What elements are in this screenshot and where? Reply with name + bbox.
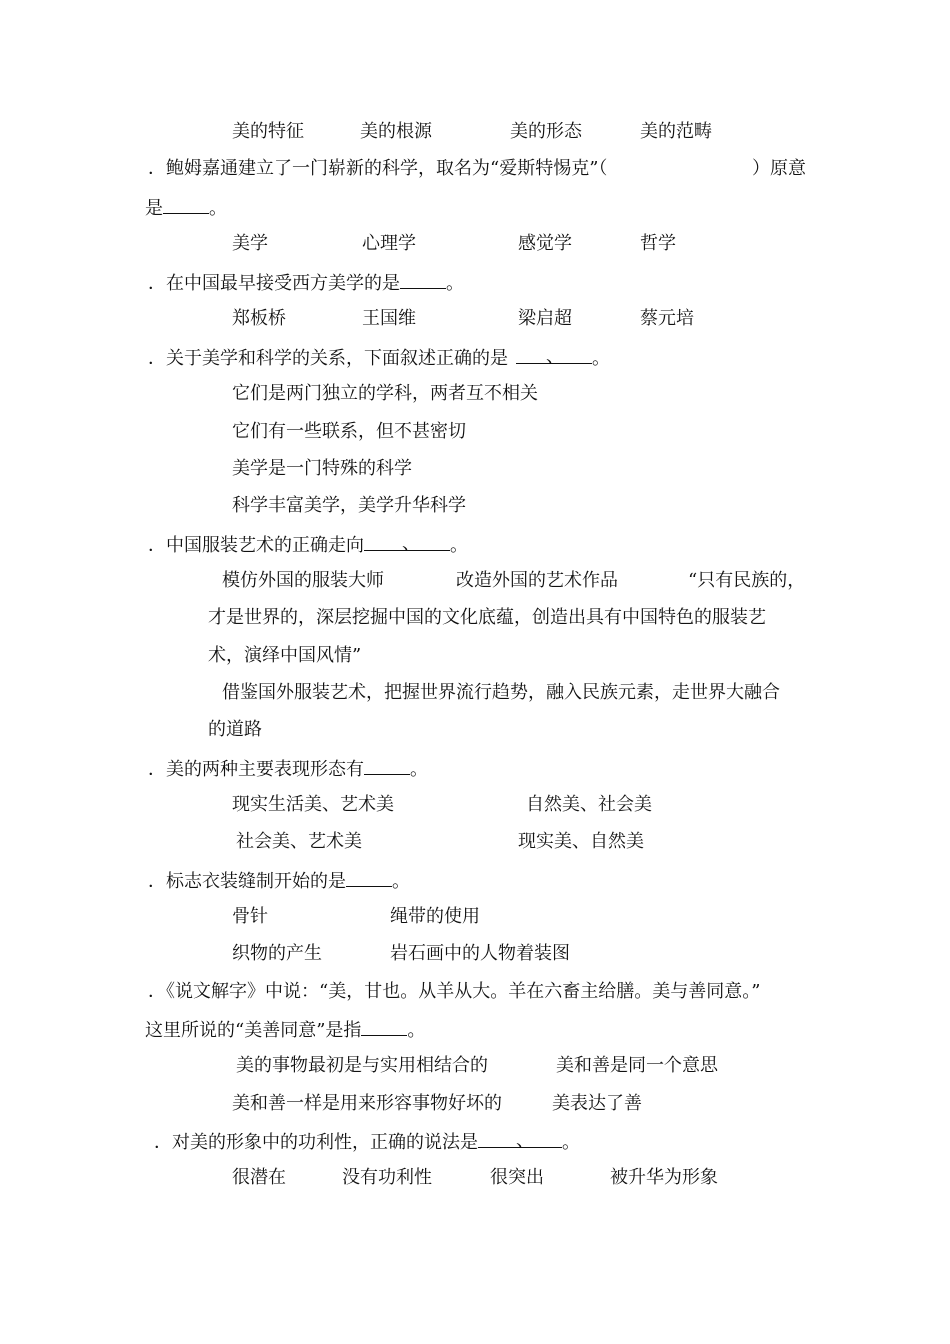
option-a: 美学 (232, 233, 268, 254)
option-d: 现实美、自然美 (518, 831, 644, 852)
option-b: 它们有一些联系，但不甚密切 (232, 421, 466, 442)
question-5-stem (148, 756, 428, 782)
option-a: 郑板桥 (232, 308, 286, 329)
stem-text: 。 (392, 871, 410, 892)
option-d: 借鉴国外服装艺术，把握世界流行趋势，融入民族元素，走世界大融合 (222, 682, 780, 703)
question-1-stem-cont (145, 195, 227, 221)
stem-text: 。 (209, 198, 227, 219)
option-d: 岩石画中的人物着装图 (390, 943, 570, 964)
option-d: 哲学 (640, 233, 676, 254)
stem-text: ．在中国最早接受西方美学的是 (148, 273, 400, 294)
option-b: 美的根源 (360, 121, 432, 142)
answer-blank[interactable] (478, 1129, 562, 1151)
option-b: 改造外国的艺术作品 (456, 570, 618, 591)
stem-text: 。 (410, 759, 428, 780)
question-2-stem (148, 270, 464, 296)
option-d: 美表达了善 (552, 1093, 642, 1114)
question-7-stem-cont (145, 1017, 425, 1043)
question-1-stem (148, 157, 607, 181)
option-a: 美的特征 (232, 121, 304, 142)
blank-separator: 、 (546, 346, 564, 367)
option-c-cont: 术，演绎中国风情” (208, 645, 362, 666)
stem-text: 这里所说的“美善同意”是指 (145, 1020, 362, 1041)
stem-text: ．中国服装艺术的正确走向 (148, 535, 364, 556)
option-c-cont: 才是世界的，深层挖掘中国的文化底蕴，创造出具有中国特色的服装艺 (208, 607, 766, 628)
blank-separator: 、 (516, 1130, 534, 1151)
question-1-stem-end (752, 157, 806, 181)
option-c: 感觉学 (518, 233, 572, 254)
stem-text: 。 (592, 348, 610, 369)
stem-text: ．关于美学和科学的关系，下面叙述正确的是 (148, 348, 508, 369)
option-b: 绳带的使用 (390, 906, 480, 927)
stem-text: 。 (407, 1020, 426, 1041)
answer-blank[interactable] (346, 868, 392, 887)
option-c: 美的形态 (510, 121, 582, 142)
option-a: 现实生活美、艺术美 (232, 794, 394, 815)
option-b: 心理学 (362, 233, 416, 254)
option-d: 科学丰富美学，美学升华科学 (232, 495, 466, 516)
blank-separator: 、 (402, 533, 420, 554)
option-c: 美和善一样是用来形容事物好坏的 (232, 1093, 502, 1114)
option-a: 很潜在 (232, 1167, 286, 1188)
option-b: 王国维 (362, 308, 416, 329)
option-c: 梁启超 (518, 308, 572, 329)
stem-text: ．对美的形象中的功利性，正确的说法是 (154, 1132, 478, 1153)
option-c: 很突出 (490, 1167, 544, 1188)
stem-text: 。 (562, 1132, 580, 1153)
option-d-cont: 的道路 (208, 719, 262, 740)
option-a: 美的事物最初是与实用相结合的 (236, 1055, 488, 1076)
stem-text: ．标志衣装缝制开始的是 (148, 871, 346, 892)
question-3-stem (148, 345, 610, 371)
option-c: 美学是一门特殊的科学 (232, 458, 412, 479)
answer-blank[interactable] (364, 756, 410, 775)
option-c: 社会美、艺术美 (236, 831, 362, 852)
stem-text: 。 (450, 535, 468, 556)
option-b: 自然美、社会美 (526, 794, 652, 815)
answer-blank[interactable] (361, 1017, 407, 1036)
option-c: “只有民族的， (688, 570, 806, 591)
question-7-stem (148, 980, 760, 1004)
question-6-stem (148, 868, 410, 894)
stem-text: ．《说文解字》中说：“美，甘也。从羊从大。羊在六畜主给膳。美与善同意。” (148, 981, 761, 1002)
option-d: 美的范畴 (640, 121, 712, 142)
stem-text: 。 (446, 273, 464, 294)
stem-text: ．鲍姆嘉通建立了一门崭新的科学，取名为“爱斯特惕克”（ (148, 158, 608, 179)
question-4-stem (148, 532, 468, 558)
option-c: 织物的产生 (232, 943, 322, 964)
option-a: 骨针 (232, 906, 268, 927)
stem-text: ．美的两种主要表现形态有 (148, 759, 364, 780)
option-a: 模仿外国的服装大师 (222, 570, 384, 591)
answer-blank[interactable] (163, 195, 209, 214)
answer-blank[interactable] (364, 532, 450, 554)
question-8-stem (154, 1129, 580, 1155)
answer-blank[interactable] (516, 345, 592, 367)
option-a: 它们是两门独立的学科，两者互不相关 (232, 383, 538, 404)
option-b: 没有功利性 (342, 1167, 432, 1188)
stem-text: ）原意 (752, 158, 806, 179)
answer-blank[interactable] (400, 270, 446, 289)
option-d: 被升华为形象 (610, 1167, 718, 1188)
option-d: 蔡元培 (640, 308, 694, 329)
stem-text: 是 (145, 198, 163, 219)
option-b: 美和善是同一个意思 (556, 1055, 718, 1076)
